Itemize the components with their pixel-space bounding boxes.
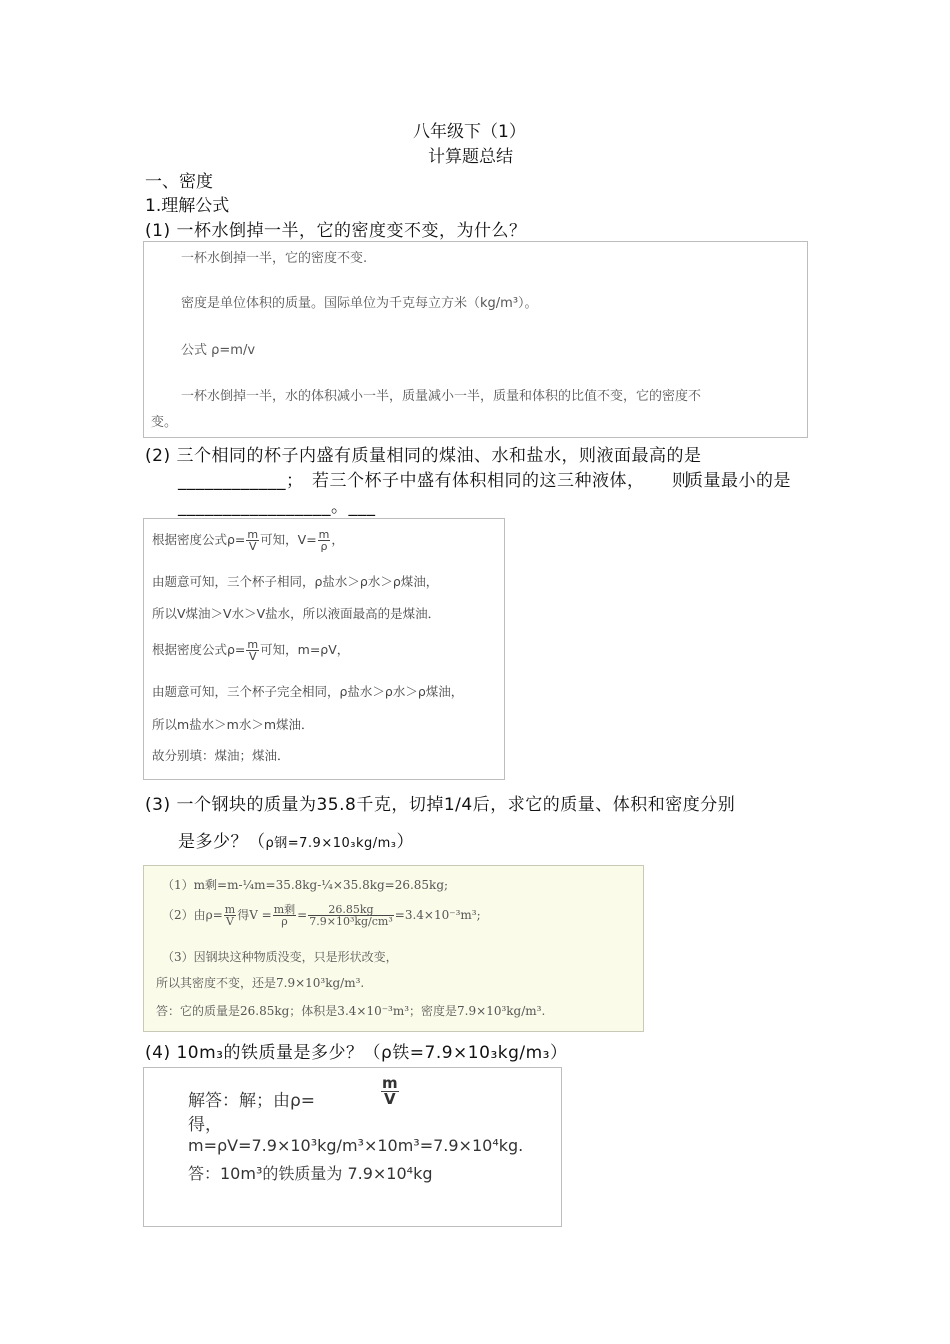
question-2-line2-ze: 则 <box>672 471 690 491</box>
answer-4-fraction: $\frac{m}{V}$ <box>382 1074 398 1108</box>
question-2-line1: (2) 三个相同的杯子内盛有质量相同的煤油、水和盐水，则液面最高的是 <box>145 446 702 466</box>
fraction-m-over-v: $\frac{m}{V}$ <box>247 528 259 553</box>
answer-1-line: 密度是单位体积的质量。国际单位为千克每立方米（kg/m³）。 <box>181 296 538 311</box>
answer-1-line: 一杯水倒掉一半，水的体积减小一半，质量减小一半，质量和体积的比值不变，它的密度不 <box>181 389 702 404</box>
question-2-blank1: ____________； <box>178 471 304 491</box>
question-2-line2: 若三个杯子中盛有体积相同的这三种液体， <box>312 471 645 491</box>
question-1: (1) 一杯水倒掉一半，它的密度变不变，为什么？ <box>145 221 527 241</box>
answer-3-line: （1）m剩=m-¼m=35.8kg-¼×35.8kg=26.85kg; <box>162 878 449 892</box>
fraction-m-over-rho: $\frac{m}{\rho}$ <box>318 528 330 553</box>
answer-2-line: 根据密度公式ρ= $\frac{m}{V}$ 可知，V= $\frac{m}{\rho}$ ， <box>152 528 344 553</box>
question-3-line2: 是多少？（ρ钢=7.9×10₃kg/m₃） <box>178 832 415 852</box>
answer-2-line: 由题意可知，三个杯子完全相同，ρ盐水＞ρ水＞ρ煤油， <box>152 684 464 699</box>
subsection-heading: 1.理解公式 <box>145 196 230 216</box>
answer-4-line: 答：10m³的铁质量为 7.9×10⁴kg <box>188 1164 433 1183</box>
question-3-line1: (3) 一个钢块的质量为35.8千克，切掉1/4后，求它的质量、体积和密度分别 <box>145 795 736 815</box>
answer-4-line: 解答：解；由ρ= <box>188 1091 316 1111</box>
fraction-m-over-v: $\frac{m}{V}$ <box>247 638 259 663</box>
fraction-mremain-over-rho: $\frac{\text{m剩}}{\rho}$ <box>273 903 296 928</box>
answer-3-line: （2）由ρ= $\frac{m}{V}$ 得V = $\frac{\text{m剩}}{\rho}$ = $\frac{26.85kg}{\text{7.9×10³kg/cm³}}$ =3.4×10⁻³m³; <box>162 903 481 928</box>
answer-box-3 <box>143 865 644 1032</box>
fraction-value: $\frac{26.85kg}{\text{7.9×10³kg/cm³}}$ <box>309 903 393 928</box>
answer-3-line: 所以其密度不变，还是7.9×10³kg/m³. <box>156 976 365 990</box>
fraction-m-over-v: $\frac{m}{V}$ <box>224 903 236 928</box>
section-heading: 一、密度 <box>145 172 213 192</box>
answer-2-line: 由题意可知，三个杯子相同，ρ盐水＞ρ水＞ρ煤油， <box>152 574 439 589</box>
answer-box-1 <box>143 241 808 438</box>
answer-box-2 <box>143 518 505 780</box>
answer-box-4 <box>143 1067 562 1227</box>
answer-3-line: 答：它的质量是26.85kg；体积是3.4×10⁻³m³；密度是7.9×10³kg/m³. <box>156 1004 546 1018</box>
question-2-line2-end: 质量最小的是 <box>686 471 791 491</box>
answer-3-line: （3）因钢块这种物质没变，只是形状改变， <box>162 950 398 964</box>
question-4: (4) 10m₃的铁质量是多少？（ρ铁=7.9×10₃kg/m₃） <box>145 1043 568 1063</box>
answer-2-line: 故分别填：煤油；煤油． <box>152 748 290 763</box>
page-title-line2: 计算题总结 <box>428 147 513 167</box>
answer-1-line: 公式 ρ=m/v <box>181 343 256 358</box>
page-title-line1: 八年级下（1） <box>413 122 526 142</box>
answer-2-line: 根据密度公式ρ= $\frac{m}{V}$ 可知，m=ρV， <box>152 638 350 663</box>
answer-1-line: 变。 <box>151 415 178 430</box>
question-2-blank2: _________________。___ <box>178 497 376 517</box>
answer-4-line: m=ρV=7.9×10³kg/m³×10m³=7.9×10⁴kg. <box>188 1136 524 1155</box>
answer-4-line: 得， <box>188 1115 222 1135</box>
answer-2-line: 所以m盐水＞m水＞m煤油． <box>152 717 314 732</box>
answer-1-line: 一杯水倒掉一半，它的密度不变. <box>181 251 368 266</box>
answer-2-line: 所以V煤油＞V水＞V盐水，所以液面最高的是煤油． <box>152 606 441 621</box>
